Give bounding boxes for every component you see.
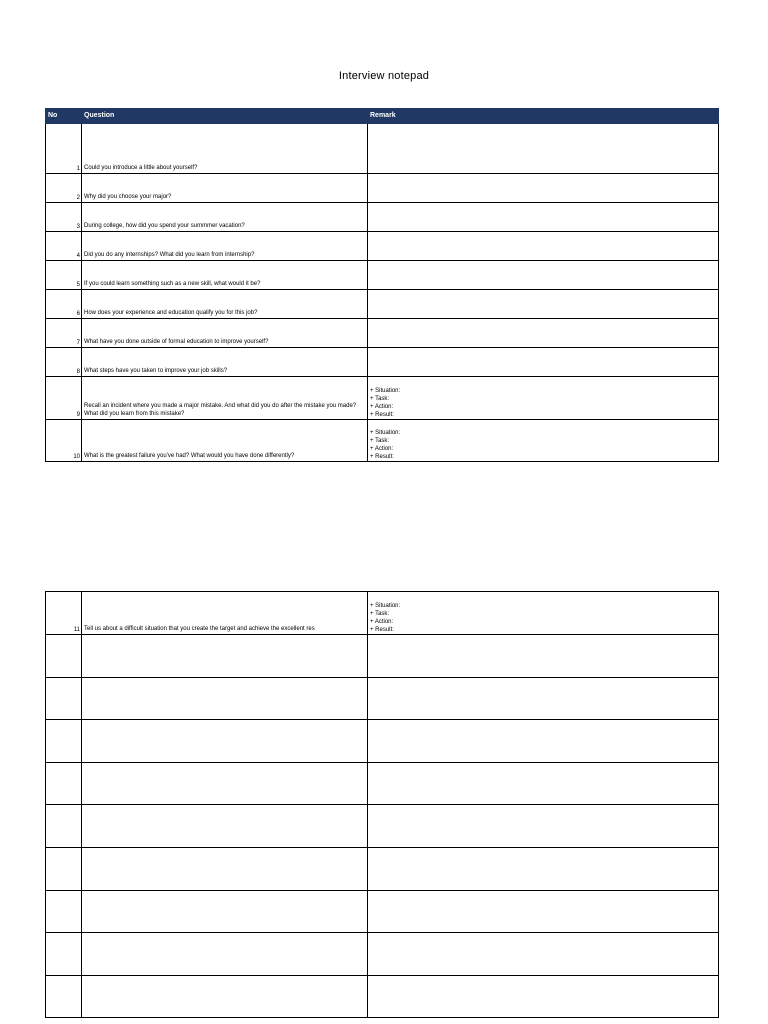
question-number: 3 [46, 203, 82, 232]
table-row [46, 592, 719, 635]
header-no: No [46, 109, 82, 124]
question-number: 7 [46, 319, 82, 348]
question-text [82, 677, 368, 720]
table-row [46, 635, 719, 678]
remark-cell[interactable] [368, 677, 719, 720]
remark-line: + Situation: [370, 603, 401, 609]
remark-cell[interactable] [368, 261, 719, 290]
question-number [46, 975, 82, 1018]
remark-cell[interactable] [368, 762, 719, 805]
header-question: Question [82, 109, 368, 124]
interview-table [45, 108, 719, 462]
question-text: Could you introduce a little about yourself? [82, 124, 368, 174]
question-text [82, 762, 368, 805]
table-row [46, 975, 719, 1018]
question-text: Recall an incident where you made a major mistake. And what did you do after the mistake you made? What did you learn from this mistake? [82, 377, 368, 420]
question-number: 2 [46, 174, 82, 203]
question-text [82, 847, 368, 890]
table-row [46, 203, 719, 232]
remark-line: + Result: [370, 412, 394, 418]
question-number [46, 677, 82, 720]
remark-cell[interactable] [368, 377, 719, 420]
table-row [46, 124, 719, 174]
question-text [82, 635, 368, 678]
remark-cell[interactable] [368, 203, 719, 232]
table-row [46, 261, 719, 290]
remark-cell[interactable] [368, 975, 719, 1018]
question-text: If you could learn something such as a new skill, what would it be? [82, 261, 368, 290]
interview-table-continued [45, 591, 719, 1018]
remark-cell[interactable] [368, 635, 719, 678]
question-number: 8 [46, 348, 82, 377]
table-row [46, 319, 719, 348]
question-text [82, 975, 368, 1018]
question-text [82, 720, 368, 763]
question-text: What steps have you taken to improve your job skills? [82, 348, 368, 377]
question-number [46, 847, 82, 890]
remark-cell[interactable] [368, 420, 719, 462]
remark-cell[interactable] [368, 933, 719, 976]
remark-cell[interactable] [368, 124, 719, 174]
remark-line: + Action: [370, 619, 394, 625]
question-text: During college, how did you spend your summmer vacation? [82, 203, 368, 232]
remark-cell[interactable] [368, 348, 719, 377]
remark-cell[interactable] [368, 592, 719, 635]
table-row [46, 805, 719, 848]
question-text: Tell us about a difficult situation that you create the target and achieve the excellent res [82, 592, 368, 635]
question-number: 10 [46, 420, 82, 462]
remark-line: + Task: [370, 611, 390, 617]
remark-cell[interactable] [368, 232, 719, 261]
table-row [46, 232, 719, 261]
question-number: 4 [46, 232, 82, 261]
question-text [82, 933, 368, 976]
question-text: How does your experience and education qualify you for this job? [82, 290, 368, 319]
remark-line: + Action: [370, 446, 394, 452]
table-row [46, 847, 719, 890]
question-number [46, 933, 82, 976]
question-number: 6 [46, 290, 82, 319]
table-row [46, 720, 719, 763]
question-number [46, 635, 82, 678]
header-remark: Remark [368, 109, 719, 124]
table-row [46, 290, 719, 319]
table-row [46, 933, 719, 976]
remark-line: + Result: [370, 454, 394, 460]
question-text: What is the greatest failure you've had? What would you have done differently? [82, 420, 368, 462]
table-row [46, 762, 719, 805]
remark-line: + Situation: [370, 388, 401, 394]
question-text: What have you done outside of formal education to improve yourself? [82, 319, 368, 348]
remark-line: + Situation: [370, 430, 401, 436]
question-number: 5 [46, 261, 82, 290]
remark-cell[interactable] [368, 720, 719, 763]
question-text: Did you do any internships? What did you learn from internship? [82, 232, 368, 261]
question-number [46, 805, 82, 848]
question-number [46, 890, 82, 933]
question-number [46, 720, 82, 763]
question-number: 11 [46, 592, 82, 635]
remark-line: + Task: [370, 396, 390, 402]
table-row [46, 890, 719, 933]
question-number: 1 [46, 124, 82, 174]
page-title: Interview notepad [338, 70, 430, 82]
remark-line: + Result: [370, 627, 394, 633]
remark-line: + Action: [370, 404, 394, 410]
table-row [46, 420, 719, 462]
remark-cell[interactable] [368, 890, 719, 933]
remark-cell[interactable] [368, 805, 719, 848]
question-text [82, 890, 368, 933]
remark-cell[interactable] [368, 290, 719, 319]
table-row [46, 348, 719, 377]
remark-line: + Task: [370, 438, 390, 444]
remark-cell[interactable] [368, 174, 719, 203]
table-header-row [46, 109, 719, 124]
table-row [46, 377, 719, 420]
table-row [46, 677, 719, 720]
question-text [82, 805, 368, 848]
table-row [46, 174, 719, 203]
remark-cell[interactable] [368, 847, 719, 890]
question-text: Why did you choose your major? [82, 174, 368, 203]
question-number [46, 762, 82, 805]
question-number: 9 [46, 377, 82, 420]
remark-cell[interactable] [368, 319, 719, 348]
